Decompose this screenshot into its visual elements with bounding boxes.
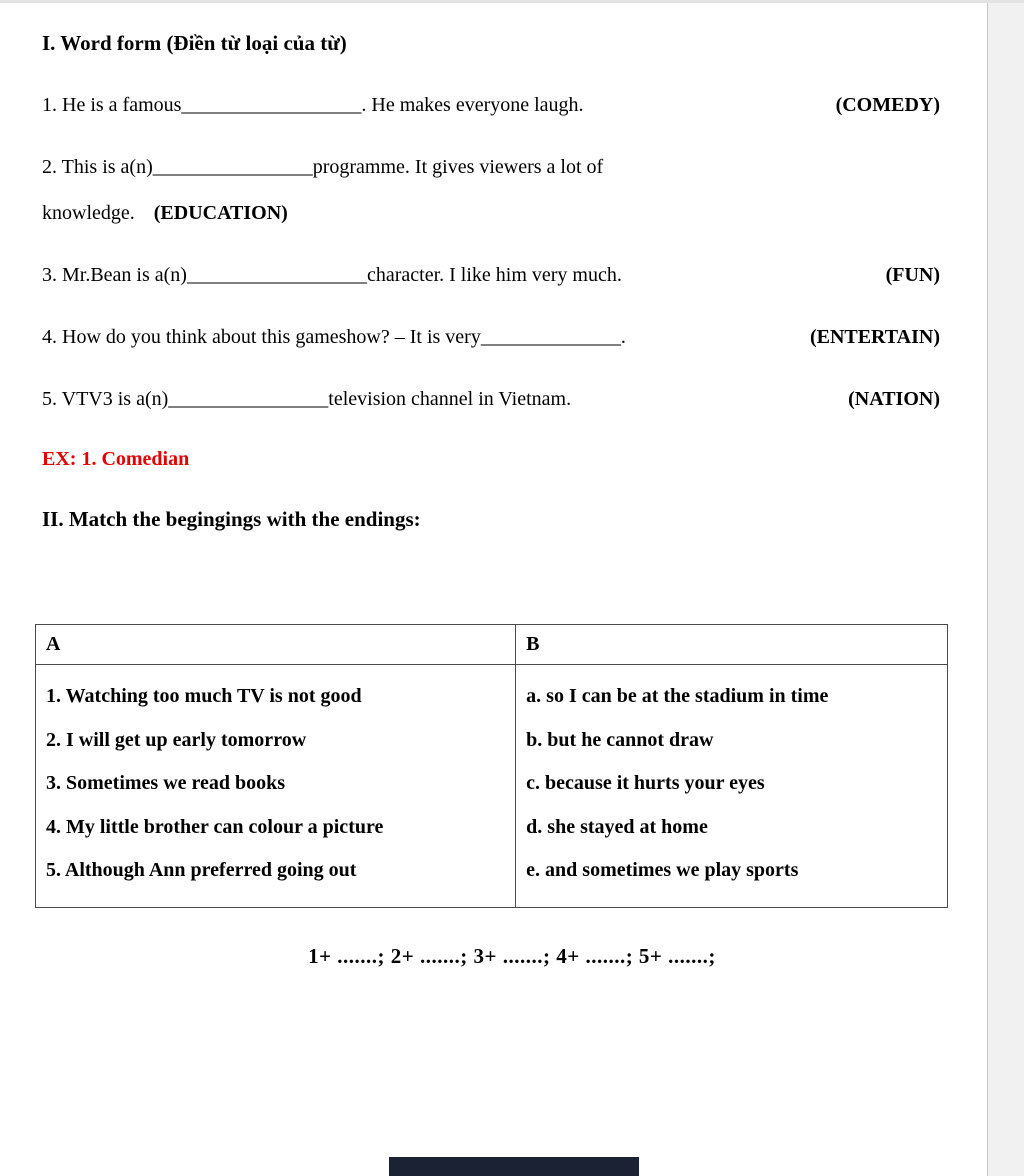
column-b — [515, 665, 947, 907]
table-row: 5. Although Ann preferred going out — [46, 859, 357, 881]
section2-title: II. Match the begingings with the endings: — [42, 507, 421, 531]
question-4-hint: (ENTERTAIN) — [809, 326, 940, 348]
matching-table-header — [36, 625, 947, 665]
table-row: 4. My little brother can colour a picture — [46, 815, 384, 838]
matching-table-body — [36, 665, 947, 907]
table-row: c. because it hurts your eyes — [526, 772, 765, 794]
question-1 — [42, 92, 940, 119]
table-row: a. so I can be at the stadium in time — [526, 685, 829, 707]
table-row: 3. Sometimes we read books — [46, 772, 286, 794]
question-5-hint: (NATION) — [848, 388, 940, 410]
example-answer: EX: 1. Comedian — [42, 448, 190, 470]
question-2 — [42, 154, 900, 227]
question-5-text: 5. VTV3 is a(n)________________television channel in Vietnam. — [42, 388, 572, 410]
question-3-hint: (FUN) — [885, 264, 940, 286]
question-5 — [42, 386, 940, 413]
document-content — [0, 3, 940, 532]
page-edge-gutter — [987, 3, 1024, 1176]
table-row: d. she stayed at home — [526, 815, 708, 838]
bottom-bar — [389, 1157, 639, 1176]
column-a — [36, 665, 515, 907]
section1-title: I. Word form (Điền từ loại của từ) — [42, 31, 347, 55]
question-1-text: 1. He is a famous__________________. He makes everyone laugh. — [42, 94, 584, 116]
question-3 — [42, 262, 940, 289]
table-row: e. and sometimes we play sports — [526, 859, 799, 881]
table-row: 1. Watching too much TV is not good — [46, 685, 362, 707]
question-2-hint: (EDUCATION) — [153, 202, 288, 224]
table-row: 2. I will get up early tomorrow — [46, 728, 307, 751]
matching-table — [35, 624, 948, 908]
column-a-header: A — [46, 633, 61, 655]
question-2-line2 — [42, 200, 900, 227]
question-2-line1: 2. This is a(n)________________programme. It gives viewers a lot of — [42, 156, 604, 178]
column-b-header: B — [515, 625, 947, 664]
question-3-text: 3. Mr.Bean is a(n)__________________character. I like him very much. — [42, 264, 622, 286]
answer-blanks-line: 1+ .......; 2+ .......; 3+ .......; 4+ .......; 5+ .......; — [308, 944, 716, 968]
question-1-hint: (COMEDY) — [835, 94, 940, 116]
question-4-text: 4. How do you think about this gameshow? – It is very______________. — [42, 326, 626, 348]
question-4 — [42, 324, 940, 351]
table-row: b. but he cannot draw — [526, 728, 714, 751]
question-2-line2-text: knowledge. — [42, 202, 135, 224]
